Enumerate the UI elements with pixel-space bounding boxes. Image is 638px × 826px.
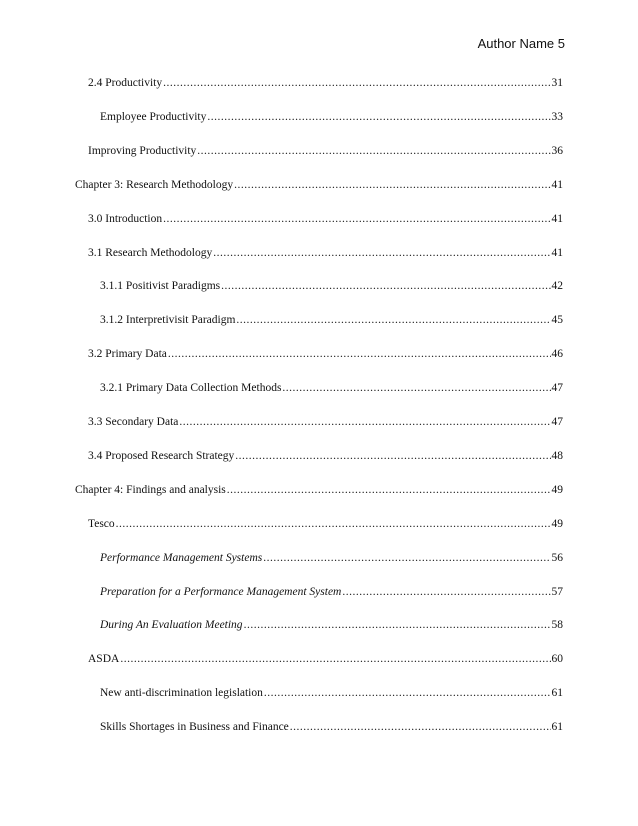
- toc-entry-page-number: 41: [551, 247, 563, 259]
- toc-entry[interactable]: [88, 515, 563, 531]
- toc-leader-dots: [197, 144, 550, 158]
- toc-entry[interactable]: [100, 718, 563, 734]
- toc-entry-title: 3.1.2 Interpretivisit Paradigm: [100, 314, 236, 326]
- toc-entry-title: Skills Shortages in Business and Finance: [100, 721, 289, 733]
- toc-leader-dots: [207, 110, 550, 124]
- toc-entry-page-number: 57: [551, 586, 563, 598]
- toc-entry-page-number: 33: [551, 111, 563, 123]
- toc-leader-dots: [120, 652, 550, 666]
- toc-entry[interactable]: [88, 244, 563, 260]
- toc-leader-dots: [236, 313, 550, 327]
- toc-entry-page-number: 49: [551, 518, 563, 530]
- toc-entry-title: 3.2 Primary Data: [88, 348, 167, 360]
- toc-leader-dots: [263, 551, 550, 565]
- toc-entry-title: Tesco: [88, 518, 115, 530]
- toc-entry-title: 3.4 Proposed Research Strategy: [88, 450, 235, 462]
- toc-entry[interactable]: [75, 176, 563, 192]
- toc-leader-dots: [342, 585, 550, 599]
- toc-entry-title: 2.4 Productivity: [88, 77, 163, 89]
- toc-entry[interactable]: [100, 311, 563, 327]
- toc-leader-dots: [244, 618, 551, 632]
- toc-entry[interactable]: [88, 210, 563, 226]
- toc-entry-title: Preparation for a Performance Management System: [100, 586, 342, 598]
- toc-entry-page-number: 61: [551, 687, 563, 699]
- toc-entry-page-number: 42: [551, 280, 563, 292]
- toc-entry-title: ASDA: [88, 653, 120, 665]
- toc-entry[interactable]: [100, 616, 563, 632]
- toc-entry-title: Improving Productivity: [88, 145, 197, 157]
- toc-entry[interactable]: [88, 142, 563, 158]
- toc-leader-dots: [282, 381, 550, 395]
- toc-entry-title: Performance Management Systems: [100, 552, 263, 564]
- toc-entry[interactable]: [88, 345, 563, 361]
- toc-entry-page-number: 36: [551, 145, 563, 157]
- toc-leader-dots: [163, 76, 550, 90]
- toc-entry[interactable]: [88, 650, 563, 666]
- toc-entry[interactable]: [100, 549, 563, 565]
- toc-entry-page-number: 47: [551, 416, 563, 428]
- toc-entry-page-number: 41: [551, 213, 563, 225]
- toc-leader-dots: [168, 347, 551, 361]
- toc-entry-title: Chapter 3: Research Methodology: [75, 179, 234, 191]
- toc-entry[interactable]: [100, 583, 563, 599]
- toc-leader-dots: [227, 483, 551, 497]
- toc-entry-page-number: 49: [551, 484, 563, 496]
- toc-entry[interactable]: [75, 481, 563, 497]
- running-head: Author Name 5: [477, 36, 565, 51]
- toc-entry-page-number: 58: [551, 619, 563, 631]
- toc-entry-page-number: 61: [551, 721, 563, 733]
- toc-leader-dots: [264, 686, 551, 700]
- toc-leader-dots: [163, 212, 550, 226]
- toc-entry-page-number: 41: [551, 179, 563, 191]
- toc-entry-page-number: 48: [551, 450, 563, 462]
- toc-entry-title: New anti-discrimination legislation: [100, 687, 263, 699]
- toc-entry-page-number: 45: [551, 314, 563, 326]
- toc-entry-title: 3.0 Introduction: [88, 213, 163, 225]
- toc-entry[interactable]: [88, 447, 563, 463]
- toc-leader-dots: [221, 279, 550, 293]
- toc-entry-title: 3.1 Research Methodology: [88, 247, 213, 259]
- toc-leader-dots: [235, 449, 550, 463]
- toc-entry[interactable]: [100, 277, 563, 293]
- toc-entry-title: During An Evaluation Meeting: [100, 619, 243, 631]
- toc-entry[interactable]: [88, 413, 563, 429]
- toc-leader-dots: [290, 720, 551, 734]
- toc-entry[interactable]: [100, 108, 563, 124]
- toc-entry-title: 3.3 Secondary Data: [88, 416, 179, 428]
- toc-leader-dots: [116, 517, 551, 531]
- toc-entry-page-number: 47: [551, 382, 563, 394]
- toc-leader-dots: [234, 178, 550, 192]
- toc-entry[interactable]: [100, 379, 563, 395]
- toc-entry-title: Employee Productivity: [100, 111, 207, 123]
- toc-entry-title: 3.2.1 Primary Data Collection Methods: [100, 382, 282, 394]
- toc-entry[interactable]: [88, 74, 563, 90]
- toc-entry-page-number: 46: [551, 348, 563, 360]
- toc-entry-page-number: 60: [551, 653, 563, 665]
- toc-entry-title: 3.1.1 Positivist Paradigms: [100, 280, 221, 292]
- toc-entry-title: Chapter 4: Findings and analysis: [75, 484, 226, 496]
- toc-entry-page-number: 31: [551, 77, 563, 89]
- toc-leader-dots: [179, 415, 550, 429]
- toc-entry[interactable]: [100, 684, 563, 700]
- toc-leader-dots: [213, 246, 550, 260]
- toc-entry-page-number: 56: [551, 552, 563, 564]
